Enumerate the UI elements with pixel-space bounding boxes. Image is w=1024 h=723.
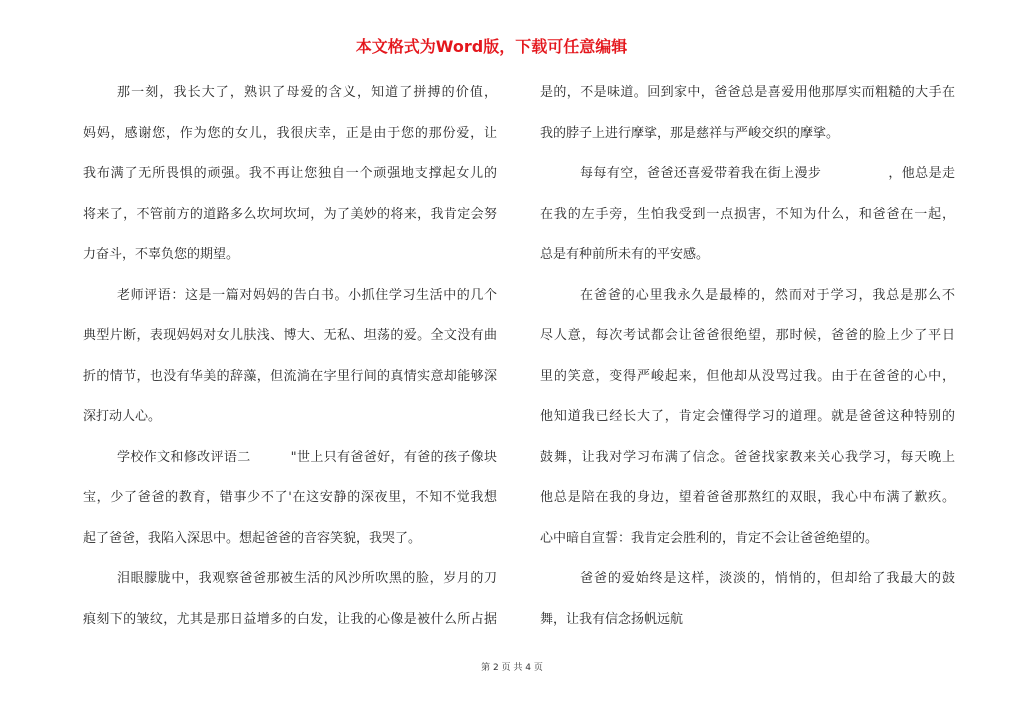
paragraph: [83, 73, 497, 276]
paragraph: [540, 154, 955, 276]
paragraph: [83, 559, 497, 640]
paragraph: [83, 276, 497, 438]
text-line: 老师评语：这是一篇对妈妈的告白书。小抓住学习生活中的几个: [117, 287, 497, 303]
text-line: 学校作文和修改评语二 "世上只有爸爸好，有爸的孩子像块: [117, 449, 497, 465]
text-line: 鼓舞，让我对学习布满了信念。爸爸找家教来关心我学习，每天晚上: [540, 449, 955, 465]
text-line: 典型片断，表现妈妈对女儿肤浅、博大、无私、坦荡的爱。全文没有曲: [83, 328, 497, 343]
paragraph: [540, 559, 955, 640]
text-line: 里的笑意，变得严峻起来，但他却从没骂过我。由于在爸爸的心中，: [540, 368, 955, 384]
text-line: 那一刻，我长大了，熟识了母爱的含义，知道了拼搏的价值，: [117, 85, 497, 100]
paragraph: [540, 73, 955, 154]
right-column: [540, 73, 955, 640]
text-line: 是的，不是味道。回到家中，爸爸总是喜爱用他那厚实而粗糙的大手在: [540, 85, 955, 100]
text-line: 在我的左手旁，生怕我受到一点损害，不知为什么，和爸爸在一起，: [540, 206, 955, 222]
text-line: 我的脖子上进行摩挲，那是慈祥与严峻交织的摩挲。: [540, 125, 840, 141]
text-line: 他知道我已经长大了，肯定会懂得学习的道理。就是爸爸这种特别的: [540, 409, 955, 424]
page-number: 第 2 页 共 4 页: [481, 663, 543, 673]
text-line: 我布满了无所畏惧的顽强。我不再让您独自一个顽强地支撑起女儿的: [83, 166, 497, 181]
text-line: 舞，让我有信念扬帆远航: [540, 611, 684, 627]
text-line: 泪眼朦胧中，我观察爸爸那被生活的风沙所吹黑的脸，岁月的刀: [117, 571, 497, 586]
text-line: 每每有空，爸爸还喜爱带着我在街上漫步 ，他总是走: [580, 166, 955, 181]
text-line: 将来了，不管前方的道路多么坎坷坎坷，为了美妙的将来，我肯定会努: [83, 206, 497, 222]
text-line: 起了爸爸，我陷入深思中。想起爸爸的音容笑貌，我哭了。: [83, 530, 422, 546]
text-line: 总是有种前所未有的平安感。: [540, 247, 710, 262]
text-line: 力奋斗，不辜负您的期望。: [83, 247, 240, 262]
text-line: 心中暗自宣誓：我肯定会胜利的，肯定不会让爸爸绝望的。: [540, 530, 879, 546]
text-line: 深打动人心。: [83, 409, 162, 424]
paragraph: [540, 276, 955, 560]
text-line: 妈妈，感谢您，作为您的女儿，我很庆幸，正是由于您的那份爱，让: [83, 125, 497, 141]
left-column: [83, 73, 497, 640]
text-line: 折的情节，也没有华美的辞藻，但流淌在字里行间的真情实意却能够深: [83, 368, 497, 384]
paragraph: [83, 438, 497, 560]
text-line: 痕刻下的皱纹，尤其是那日益增多的白发，让我的心像是被什么所占据: [83, 611, 497, 627]
text-line: 爸爸的爱始终是这样，淡淡的，悄悄的，但却给了我最大的鼓: [580, 571, 955, 586]
text-line: 宝，少了爸爸的教育，错事少不了'在这安静的深夜里，不知不觉我想: [83, 490, 497, 505]
document-header: 本文格式为Word版，下载可任意编辑: [355, 37, 628, 56]
text-line: 在爸爸的心里我永久是最棒的，然而对于学习，我总是那么不: [580, 287, 955, 303]
text-line: 尽人意，每次考试都会让爸爸很绝望，那时候，爸爸的脸上少了平日: [540, 328, 955, 343]
text-line: 他总是陪在我的身边，望着爸爸那熬红的双眼，我心中布满了歉疚。: [540, 490, 955, 505]
